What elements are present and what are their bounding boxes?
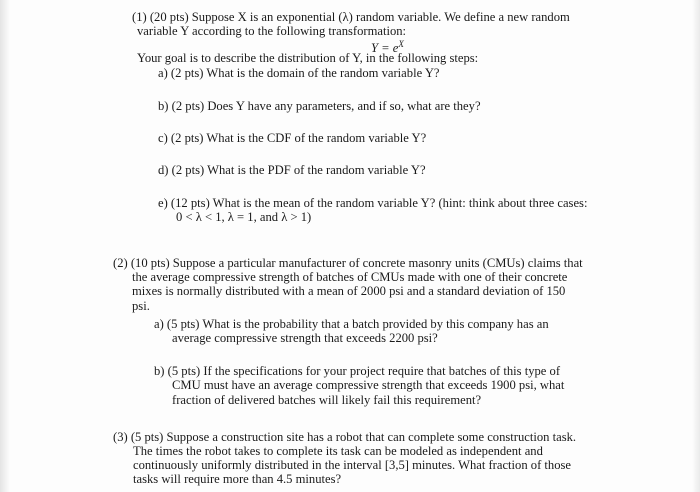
problem-2-line-3: mixes is normally distributed with a mean of 2000 psi and a standard deviation of 150: [132, 284, 566, 298]
problem-1-part-c: c) (2 pts) What is the CDF of the random variable Y?: [158, 131, 427, 145]
problem-1-part-e-line-2: 0 < λ < 1, λ = 1, and λ > 1): [176, 210, 312, 224]
problem-3-line-3: continuously uniformly distributed in the interval [3,5] minutes. What fraction of those: [133, 458, 572, 472]
problem-1-part-d: d) (2 pts) What is the PDF of the random variable Y?: [158, 163, 426, 177]
problem-1-part-e-line-1: e) (12 pts) What is the mean of the random variable Y? (hint: think about three cases:: [158, 196, 588, 210]
problem-3-line-1: (3) (5 pts) Suppose a construction site has a robot that can complete some construction task.: [113, 430, 577, 444]
problem-2-line-2: the average compressive strength of batches of CMUs made with one of their concrete: [132, 270, 568, 284]
problem-1-line-1: (1) (20 pts) Suppose X is an exponential (λ) random variable. We define a new random: [132, 10, 570, 24]
problem-1-part-b: b) (2 pts) Does Y have any parameters, and if so, what are they?: [158, 99, 481, 113]
equation-exponent: X: [398, 39, 404, 49]
problem-2-line-4: psi.: [132, 299, 150, 313]
problem-2-part-b-line-1: b) (5 pts) If the specifications for your project require that batches of this type of: [154, 364, 561, 378]
problem-2-line-1: (2) (10 pts) Suppose a particular manufacturer of concrete masonry units (CMUs) claims that: [113, 256, 583, 270]
problem-2-part-b-line-3: fraction of delivered batches will likely fail this requirement?: [172, 393, 482, 407]
page-shadow-right: [692, 0, 700, 492]
equation-base: Y = e: [371, 41, 399, 56]
problem-1-intro: Your goal is to describe the distribution of Y, in the following steps:: [137, 51, 479, 65]
problem-2-part-b-line-2: CMU must have an average compressive strength that exceeds 1900 psi, what: [172, 378, 565, 392]
problem-3-line-2: The times the robot takes to complete its task can be modeled as independent and: [133, 444, 543, 458]
problem-2-part-a-line-2: average compressive strength that exceeds 2200 psi?: [172, 331, 438, 345]
problem-1-part-a: a) (2 pts) What is the domain of the random variable Y?: [158, 66, 440, 80]
problem-3-line-4: tasks will require more than 4.5 minutes?: [133, 472, 342, 486]
page-shadow-left: [0, 0, 10, 492]
problem-1-line-2: variable Y according to the following transformation:: [137, 24, 407, 38]
problem-2-part-a-line-1: a) (5 pts) What is the probability that a batch provided by this company has an: [154, 317, 549, 331]
